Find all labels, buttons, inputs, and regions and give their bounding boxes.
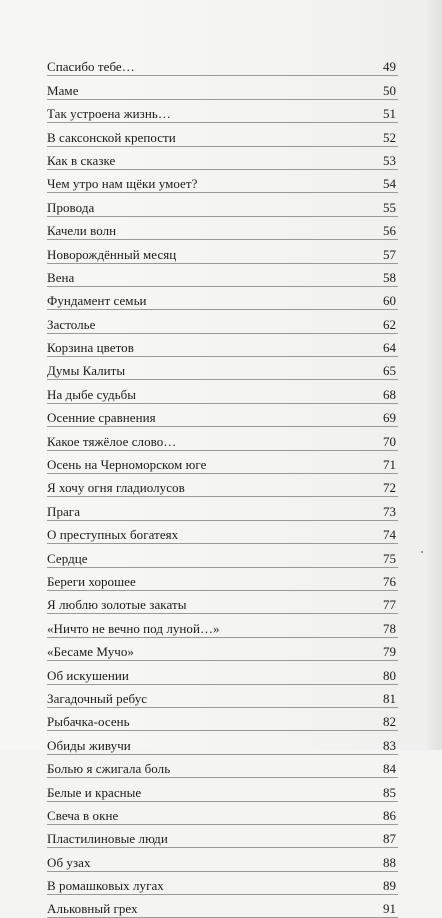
toc-entry	[47, 591, 398, 614]
toc-entry-title: Какое тяжёлое слово…	[47, 433, 177, 449]
toc-entry-title: Я хочу огня гладиолусов	[47, 480, 185, 496]
toc-entry	[47, 802, 398, 825]
toc-entry-page-number: 68	[383, 386, 396, 402]
toc-entry-page-number: 72	[383, 480, 396, 496]
toc-entry-page-number: 62	[383, 316, 396, 332]
toc-entry-page-number: 53	[383, 152, 396, 168]
toc-entry-title: Так устроена жизнь…	[47, 106, 171, 122]
toc-entry	[47, 544, 398, 567]
toc-entry	[47, 240, 398, 263]
toc-entry-page-number: 88	[383, 854, 396, 870]
toc-entry-page-number: 58	[383, 269, 396, 285]
toc-entry	[47, 357, 398, 380]
toc-entry	[47, 755, 398, 778]
toc-entry-title: В ромашковых лугах	[47, 878, 164, 894]
toc-entry	[47, 334, 398, 357]
toc-entry	[47, 264, 398, 287]
toc-entry	[47, 708, 398, 731]
toc-entry-title: Корзина цветов	[47, 340, 134, 356]
toc-entry-page-number: 75	[383, 550, 396, 566]
toc-entry	[47, 778, 398, 801]
toc-entry-page-number: 52	[383, 129, 396, 145]
toc-entry-title: Болью я сжигала боль	[47, 761, 171, 777]
toc-entry-title: Об узах	[47, 854, 91, 870]
toc-entry-title: Прага	[47, 503, 81, 519]
toc-entry	[47, 427, 398, 450]
toc-entry	[47, 568, 398, 591]
toc-entry-title: Береги хорошее	[47, 573, 136, 589]
toc-entry-page-number: 84	[383, 761, 396, 777]
paper-speck	[421, 551, 423, 553]
toc-entry-title: Как в сказке	[47, 152, 116, 168]
toc-entry-page-number: 65	[383, 363, 396, 379]
toc-entry	[47, 123, 398, 146]
toc-entry-page-number: 77	[383, 597, 396, 613]
page-gutter-shadow	[424, 0, 442, 750]
toc-entry-page-number: 64	[383, 340, 396, 356]
toc-entry-title: Свеча в окне	[47, 807, 119, 823]
toc-entry-page-number: 86	[383, 807, 396, 823]
toc-entry	[47, 170, 398, 193]
toc-entry-title: Вена	[47, 269, 75, 285]
toc-entry-page-number: 87	[383, 831, 396, 847]
toc-entry	[47, 100, 398, 123]
toc-entry	[47, 685, 398, 708]
toc-entry-page-number: 69	[383, 410, 396, 426]
toc-entry	[47, 310, 398, 333]
toc-entry	[47, 731, 398, 754]
toc-entry	[47, 895, 398, 918]
toc-entry-title: Думы Калиты	[47, 363, 126, 379]
toc-entry-title: Осенние сравнения	[47, 410, 156, 426]
toc-entry	[47, 825, 398, 848]
toc-entry-title: О преступных богатеях	[47, 527, 179, 543]
toc-entry-title: Новорождённый месяц	[47, 246, 177, 262]
toc-entry-page-number: 60	[383, 293, 396, 309]
toc-entry-title: Об искушении	[47, 667, 129, 683]
toc-entry-title: Осень на Черноморском юге	[47, 457, 207, 473]
toc-entry-page-number: 80	[383, 667, 396, 683]
toc-entry	[47, 638, 398, 661]
toc-entry	[47, 872, 398, 895]
toc-entry-page-number: 76	[383, 573, 396, 589]
toc-entry-page-number: 73	[383, 503, 396, 519]
toc-entry-page-number: 55	[383, 199, 396, 215]
toc-entry	[47, 217, 398, 240]
toc-entry	[47, 380, 398, 403]
toc-entry	[47, 76, 398, 99]
toc-entry-title: Фундамент семьи	[47, 293, 147, 309]
toc-entry-title: «Ничто не вечно под луной…»	[47, 620, 220, 636]
toc-entry-title: Чем утро нам щёки умоет?	[47, 176, 198, 192]
toc-entry-page-number: 57	[383, 246, 396, 262]
toc-entry-page-number: 81	[383, 690, 396, 706]
toc-entry-page-number: 56	[383, 223, 396, 239]
toc-entry-title: Спасибо тебе…	[47, 59, 135, 75]
toc-entry-page-number: 83	[383, 737, 396, 753]
toc-entry-page-number: 51	[383, 106, 396, 122]
table-of-contents	[47, 53, 398, 918]
toc-entry-title: Застолье	[47, 316, 96, 332]
toc-entry-title: Рыбачка-осень	[47, 714, 130, 730]
toc-entry-page-number: 89	[383, 878, 396, 894]
toc-entry	[47, 497, 398, 520]
toc-entry	[47, 474, 398, 497]
toc-entry-title: «Бесаме Мучо»	[47, 644, 134, 660]
toc-entry	[47, 53, 398, 76]
toc-entry-title: Альковный грех	[47, 901, 138, 917]
toc-entry-page-number: 70	[383, 433, 396, 449]
toc-entry	[47, 193, 398, 216]
toc-entry-title: Загадочный ребус	[47, 690, 148, 706]
toc-entry	[47, 848, 398, 871]
toc-entry	[47, 614, 398, 637]
toc-entry-page-number: 54	[383, 176, 396, 192]
toc-entry	[47, 404, 398, 427]
toc-entry-title: Белые и красные	[47, 784, 142, 800]
toc-entry-title: Маме	[47, 82, 79, 98]
toc-entry	[47, 661, 398, 684]
toc-entry-page-number: 79	[383, 644, 396, 660]
toc-entry-title: Пластилиновые люди	[47, 831, 168, 847]
toc-entry-title: Провода	[47, 199, 95, 215]
toc-entry-title: На дыбе судьбы	[47, 386, 137, 402]
toc-entry-title: Я люблю золотые закаты	[47, 597, 187, 613]
toc-entry-page-number: 91	[383, 901, 396, 917]
toc-entry-page-number: 85	[383, 784, 396, 800]
toc-entry-title: В саксонской крепости	[47, 129, 176, 145]
toc-entry-page-number: 50	[383, 82, 396, 98]
toc-entry-page-number: 74	[383, 527, 396, 543]
toc-entry	[47, 451, 398, 474]
toc-entry-title: Сердце	[47, 550, 88, 566]
toc-entry-title: Качели волн	[47, 223, 117, 239]
toc-entry-page-number: 78	[383, 620, 396, 636]
toc-entry-page-number: 71	[383, 457, 396, 473]
toc-entry	[47, 287, 398, 310]
toc-entry	[47, 521, 398, 544]
toc-entry	[47, 147, 398, 170]
toc-entry-page-number: 49	[383, 59, 396, 75]
toc-entry-page-number: 82	[383, 714, 396, 730]
toc-entry-title: Обиды живучи	[47, 737, 131, 753]
